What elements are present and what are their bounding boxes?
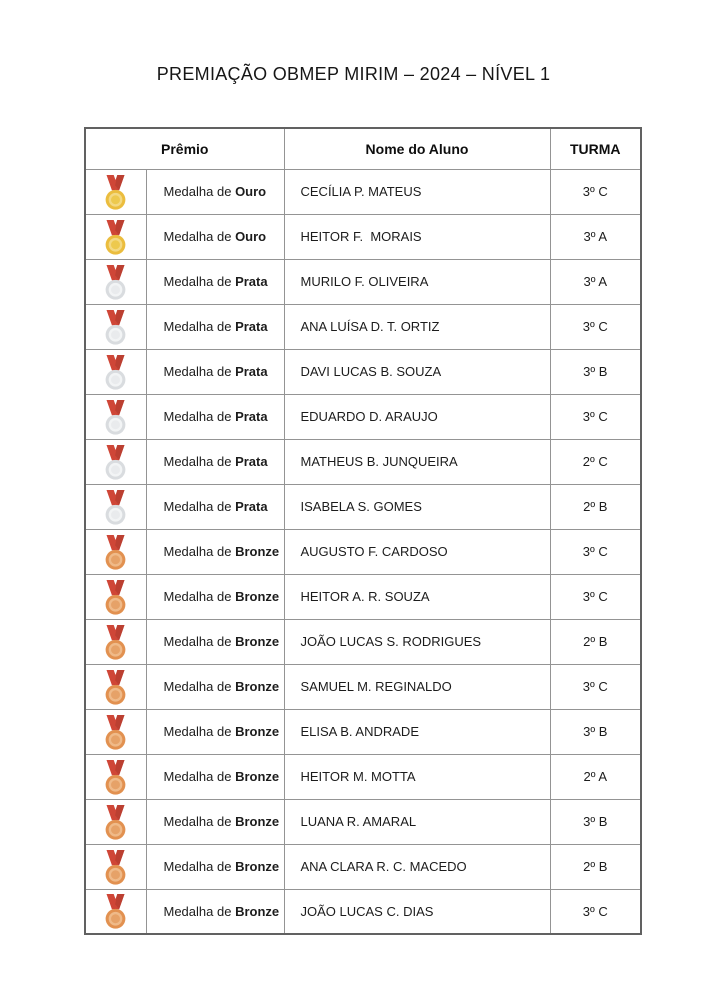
- student-name: AUGUSTO F. CARDOSO: [284, 529, 550, 574]
- medal-type: Prata: [235, 274, 268, 289]
- medal-icon-cell: [85, 304, 146, 349]
- table-row: [85, 664, 641, 709]
- medal-type: Prata: [235, 454, 268, 469]
- bronze-medal-icon: [102, 759, 129, 797]
- medal-prefix: Medalha de: [163, 319, 236, 334]
- table-row: [85, 709, 641, 754]
- medal-icon-cell: [85, 664, 146, 709]
- medal-label-cell: [146, 889, 284, 934]
- turma-value: 3º C: [550, 574, 641, 619]
- student-name: JOÃO LUCAS C. DIAS: [284, 889, 550, 934]
- table-row: [85, 169, 641, 214]
- turma-value: 3º C: [550, 169, 641, 214]
- medal-type: Prata: [235, 409, 268, 424]
- medal-type: Bronze: [235, 903, 280, 919]
- table-row: [85, 889, 641, 934]
- medal-prefix: Medalha de: [163, 229, 236, 244]
- medal-icon-cell: [85, 439, 146, 484]
- column-header-nome: Nome do Aluno: [284, 128, 550, 169]
- student-name: MATHEUS B. JUNQUEIRA: [284, 439, 550, 484]
- turma-value: 2º C: [550, 439, 641, 484]
- medal-icon-cell: [85, 394, 146, 439]
- column-header-premio: Prêmio: [85, 128, 284, 169]
- table-row: [85, 259, 641, 304]
- turma-value: 3º C: [550, 889, 641, 934]
- medal-type: Prata: [235, 499, 268, 514]
- medal-label-cell: [146, 484, 284, 529]
- table-row: [85, 529, 641, 574]
- medal-prefix: Medalha de: [163, 903, 236, 919]
- page-title: PREMIAÇÃO OBMEP MIRIM – 2024 – NÍVEL 1: [156, 64, 551, 84]
- turma-value: 3º A: [550, 214, 641, 259]
- student-name: SAMUEL M. REGINALDO: [284, 664, 550, 709]
- medal-prefix: Medalha de: [163, 499, 236, 514]
- table-row: [85, 619, 641, 664]
- student-name: ISABELA S. GOMES: [284, 484, 550, 529]
- medal-prefix: Medalha de: [163, 184, 236, 199]
- medal-type: Bronze: [235, 589, 280, 604]
- medal-icon-cell: [85, 214, 146, 259]
- bronze-medal-icon: [102, 669, 129, 707]
- student-name: JOÃO LUCAS S. RODRIGUES: [284, 619, 550, 664]
- turma-value: 3º C: [550, 394, 641, 439]
- medal-prefix: Medalha de: [163, 679, 236, 694]
- medal-type: Bronze: [235, 769, 280, 784]
- medal-type: Ouro: [235, 229, 267, 244]
- gold-medal-icon: [102, 219, 129, 257]
- medal-label-cell: [146, 709, 284, 754]
- student-name: LUANA R. AMARAL: [284, 799, 550, 844]
- medal-label-cell: [146, 259, 284, 304]
- student-name: DAVI LUCAS B. SOUZA: [284, 349, 550, 394]
- student-name: ANA LUÍSA D. T. ORTIZ: [284, 304, 550, 349]
- turma-value: 3º A: [550, 259, 641, 304]
- medal-type: Prata: [235, 319, 268, 334]
- bronze-medal-icon: [102, 893, 129, 931]
- header-row: [85, 128, 641, 169]
- gold-medal-icon: [102, 174, 129, 212]
- silver-medal-icon: [102, 354, 129, 392]
- silver-medal-icon: [102, 399, 129, 437]
- turma-value: 2º B: [550, 844, 641, 889]
- table-row: [85, 574, 641, 619]
- medal-type: Bronze: [235, 814, 280, 829]
- medal-type: Bronze: [235, 634, 280, 649]
- medal-label-cell: [146, 754, 284, 799]
- medal-type: Bronze: [235, 544, 280, 559]
- turma-value: 2º B: [550, 619, 641, 664]
- table-row: [85, 214, 641, 259]
- bronze-medal-icon: [102, 804, 129, 842]
- medal-label-cell: [146, 529, 284, 574]
- column-header-turma: TURMA: [550, 128, 641, 169]
- turma-value: 3º B: [550, 349, 641, 394]
- medal-prefix: Medalha de: [163, 274, 236, 289]
- medal-type: Prata: [235, 364, 268, 379]
- student-name: HEITOR F. MORAIS: [284, 214, 550, 259]
- turma-value: 2º B: [550, 484, 641, 529]
- medal-prefix: Medalha de: [163, 589, 236, 604]
- silver-medal-icon: [102, 309, 129, 347]
- bronze-medal-icon: [102, 534, 129, 572]
- table-row: [85, 844, 641, 889]
- bronze-medal-icon: [102, 579, 129, 617]
- medal-icon-cell: [85, 619, 146, 664]
- medal-icon-cell: [85, 709, 146, 754]
- turma-value: 3º C: [550, 304, 641, 349]
- medal-icon-cell: [85, 484, 146, 529]
- bronze-medal-icon: [102, 714, 129, 752]
- turma-value: 3º B: [550, 799, 641, 844]
- turma-value: 2º A: [550, 754, 641, 799]
- medal-label-cell: [146, 304, 284, 349]
- medal-label-cell: [146, 169, 284, 214]
- turma-value: 3º C: [550, 529, 641, 574]
- medal-type: Bronze: [235, 679, 280, 694]
- table-row: [85, 349, 641, 394]
- medal-label-cell: [146, 619, 284, 664]
- medal-icon-cell: [85, 259, 146, 304]
- medal-icon-cell: [85, 529, 146, 574]
- silver-medal-icon: [102, 264, 129, 302]
- student-name: EDUARDO D. ARAUJO: [284, 394, 550, 439]
- medal-label-cell: [146, 844, 284, 889]
- student-name: HEITOR A. R. SOUZA: [284, 574, 550, 619]
- medal-prefix: Medalha de: [163, 724, 236, 739]
- bronze-medal-icon: [102, 849, 129, 887]
- medal-label-cell: [146, 664, 284, 709]
- student-name: ANA CLARA R. C. MACEDO: [284, 844, 550, 889]
- medal-icon-cell: [85, 169, 146, 214]
- medal-label-cell: [146, 574, 284, 619]
- student-name: HEITOR M. MOTTA: [284, 754, 550, 799]
- medal-prefix: Medalha de: [163, 544, 236, 559]
- medal-icon-cell: [85, 844, 146, 889]
- table-row: [85, 394, 641, 439]
- medal-type: Bronze: [235, 859, 280, 874]
- awards-table: [84, 127, 642, 935]
- medal-prefix: Medalha de: [163, 859, 236, 874]
- medal-label-cell: [146, 799, 284, 844]
- awards-table-header: [85, 128, 641, 169]
- table-row: [85, 754, 641, 799]
- medal-prefix: Medalha de: [163, 409, 236, 424]
- medal-icon-cell: [85, 574, 146, 619]
- student-name: MURILO F. OLIVEIRA: [284, 259, 550, 304]
- bronze-medal-icon: [102, 624, 129, 662]
- medal-icon-cell: [85, 799, 146, 844]
- medal-prefix: Medalha de: [163, 364, 236, 379]
- medal-type: Bronze: [235, 724, 280, 739]
- table-row: [85, 439, 641, 484]
- medal-icon-cell: [85, 349, 146, 394]
- medal-label-cell: [146, 349, 284, 394]
- silver-medal-icon: [102, 489, 129, 527]
- medal-label-cell: [146, 439, 284, 484]
- table-row: [85, 484, 641, 529]
- medal-icon-cell: [85, 889, 146, 934]
- medal-label-cell: [146, 394, 284, 439]
- medal-label-cell: [146, 214, 284, 259]
- medal-prefix: Medalha de: [163, 769, 236, 784]
- medal-prefix: Medalha de: [163, 814, 236, 829]
- student-name: ELISA B. ANDRADE: [284, 709, 550, 754]
- table-row: [85, 799, 641, 844]
- awards-table-body: [85, 169, 641, 934]
- turma-value: 3º C: [550, 664, 641, 709]
- turma-value: 3º B: [550, 709, 641, 754]
- medal-type: Ouro: [235, 184, 267, 199]
- student-name: CECÍLIA P. MATEUS: [284, 169, 550, 214]
- table-row: [85, 304, 641, 349]
- medal-prefix: Medalha de: [163, 634, 236, 649]
- medal-prefix: Medalha de: [163, 454, 236, 469]
- silver-medal-icon: [102, 444, 129, 482]
- medal-icon-cell: [85, 754, 146, 799]
